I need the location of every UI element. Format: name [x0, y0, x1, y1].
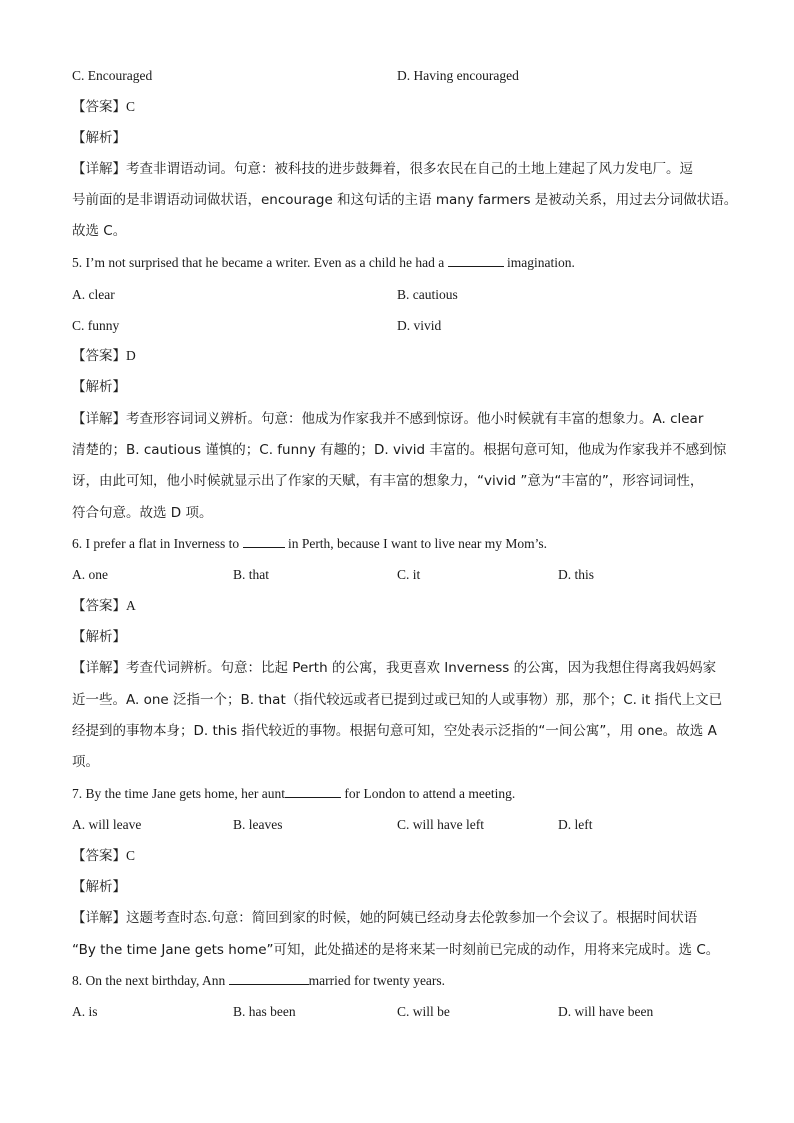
answer-blank — [285, 784, 341, 798]
answer-blank — [229, 971, 309, 985]
answer-value: A — [126, 598, 136, 613]
q6-analysis-tag: 【解析】 — [72, 629, 126, 645]
q7-detail-line-2: “By the time Jane gets home”可知，此处描述的是将来某一时刻前已完成的动作，用将来完成时。选 C。 — [72, 942, 720, 958]
q6-answer — [72, 596, 136, 616]
stem-text-after: married for twenty years. — [308, 973, 446, 988]
stem-text-before: 8. On the next birthday, Ann — [72, 973, 226, 988]
q5-detail-line-2: 清楚的；B. cautious 谨慎的；C. funny 有趣的；D. vivid 丰富的。根据句意可知，他成为作家我并不感到惊 — [72, 442, 727, 458]
q7-option-c: C. will have left — [397, 817, 484, 832]
q5-answer — [72, 346, 136, 366]
stem-text-after: imagination. — [507, 255, 575, 270]
answer-value: C — [126, 99, 136, 114]
q6-detail-line-1 — [72, 658, 716, 678]
answer-tag: 【答案】 — [72, 598, 126, 614]
detail-tag: 【详解】 — [72, 660, 126, 676]
q6-stem — [72, 534, 547, 554]
q7-stem — [72, 784, 515, 804]
q5-option-a: A. clear — [72, 287, 115, 302]
q6-option-b: B. that — [233, 567, 269, 582]
q4-option-c: C. Encouraged — [72, 68, 153, 83]
q7-answer — [72, 846, 135, 866]
answer-value: C — [126, 848, 136, 863]
stem-text-before: 5. I’m not surprised that he became a writer. Even as a child he had a — [72, 255, 445, 270]
q7-detail-line-1 — [72, 908, 697, 928]
q5-detail-line-1 — [72, 409, 703, 429]
answer-blank — [243, 534, 285, 548]
q4-option-d: D. Having encouraged — [397, 68, 519, 83]
detail-text: 考查形容词词义辨析。句意：他成为作家我并不感到惊讶。他小时候就有丰富的想象力。A. clear — [126, 411, 704, 427]
q7-option-a: A. will leave — [72, 817, 142, 832]
q4-analysis-tag: 【解析】 — [72, 130, 126, 146]
q6-option-c: C. it — [397, 567, 421, 582]
q7-option-b: B. leaves — [233, 817, 283, 832]
answer-tag: 【答案】 — [72, 848, 126, 864]
q4-answer — [72, 97, 135, 117]
q8-option-c: C. will be — [397, 1004, 450, 1019]
detail-tag: 【详解】 — [72, 161, 126, 177]
stem-text-before: 7. By the time Jane gets home, her aunt — [72, 786, 285, 801]
detail-text: 这题考查时态.句意：简回到家的时候，她的阿姨已经动身去伦敦参加一个会议了。根据时间状语 — [126, 910, 698, 926]
q7-option-d: D. left — [558, 817, 593, 832]
q6-detail-line-3: 经提到的事物本身；D. this 指代较近的事物。根据句意可知，空处表示泛指的“一间公寓”，用 one。故选 A — [72, 723, 717, 739]
q4-detail-line-3: 故选 C。 — [72, 223, 127, 239]
q7-analysis-tag: 【解析】 — [72, 879, 126, 895]
q8-option-b: B. has been — [233, 1004, 296, 1019]
detail-text: 考查代词辨析。句意：比起 Perth 的公寓，我更喜欢 Inverness 的公寓，因为我想住得离我妈妈家 — [126, 660, 717, 676]
answer-tag: 【答案】 — [72, 348, 126, 364]
q6-detail-line-2: 近一些。A. one 泛指一个；B. that（指代较远或者已提到过或已知的人或事物）那，那个；C. it 指代上文已 — [72, 692, 723, 708]
q5-option-b: B. cautious — [397, 287, 458, 302]
q4-detail-line-2: 号前面的是非谓语动词做状语，encourage 和这句话的主语 many farmers 是被动关系，用过去分词做状语。 — [72, 192, 738, 208]
answer-tag: 【答案】 — [72, 99, 126, 115]
q5-detail-line-4: 符合句意。故选 D 项。 — [72, 505, 213, 521]
answer-blank — [448, 253, 504, 267]
answer-value: D — [126, 348, 136, 363]
q6-option-d: D. this — [558, 567, 595, 582]
q8-stem — [72, 971, 445, 991]
q5-stem — [72, 253, 575, 273]
detail-tag: 【详解】 — [72, 910, 126, 926]
q5-option-c: C. funny — [72, 318, 120, 333]
detail-text: 考查非谓语动词。句意：被科技的进步鼓舞着，很多农民在自己的土地上建起了风力发电厂。逗 — [126, 161, 693, 177]
q8-option-a: A. is — [72, 1004, 98, 1019]
q5-option-d: D. vivid — [397, 318, 442, 333]
q4-detail-line-1 — [72, 159, 693, 179]
q5-analysis-tag: 【解析】 — [72, 379, 126, 395]
q8-option-d: D. will have been — [558, 1004, 654, 1019]
q5-detail-line-3: 讶，由此可知，他小时候就显示出了作家的天赋，有丰富的想象力，“vivid ”意为“丰富的”，形容词词性， — [72, 473, 704, 489]
stem-text-after: for London to attend a meeting. — [344, 786, 516, 801]
stem-text-after: in Perth, because I want to live near my Mom’s. — [287, 536, 548, 551]
q6-detail-line-4: 项。 — [72, 754, 99, 770]
detail-tag: 【详解】 — [72, 411, 126, 427]
q6-option-a: A. one — [72, 567, 108, 582]
stem-text-before: 6. I prefer a flat in Inverness to — [72, 536, 240, 551]
